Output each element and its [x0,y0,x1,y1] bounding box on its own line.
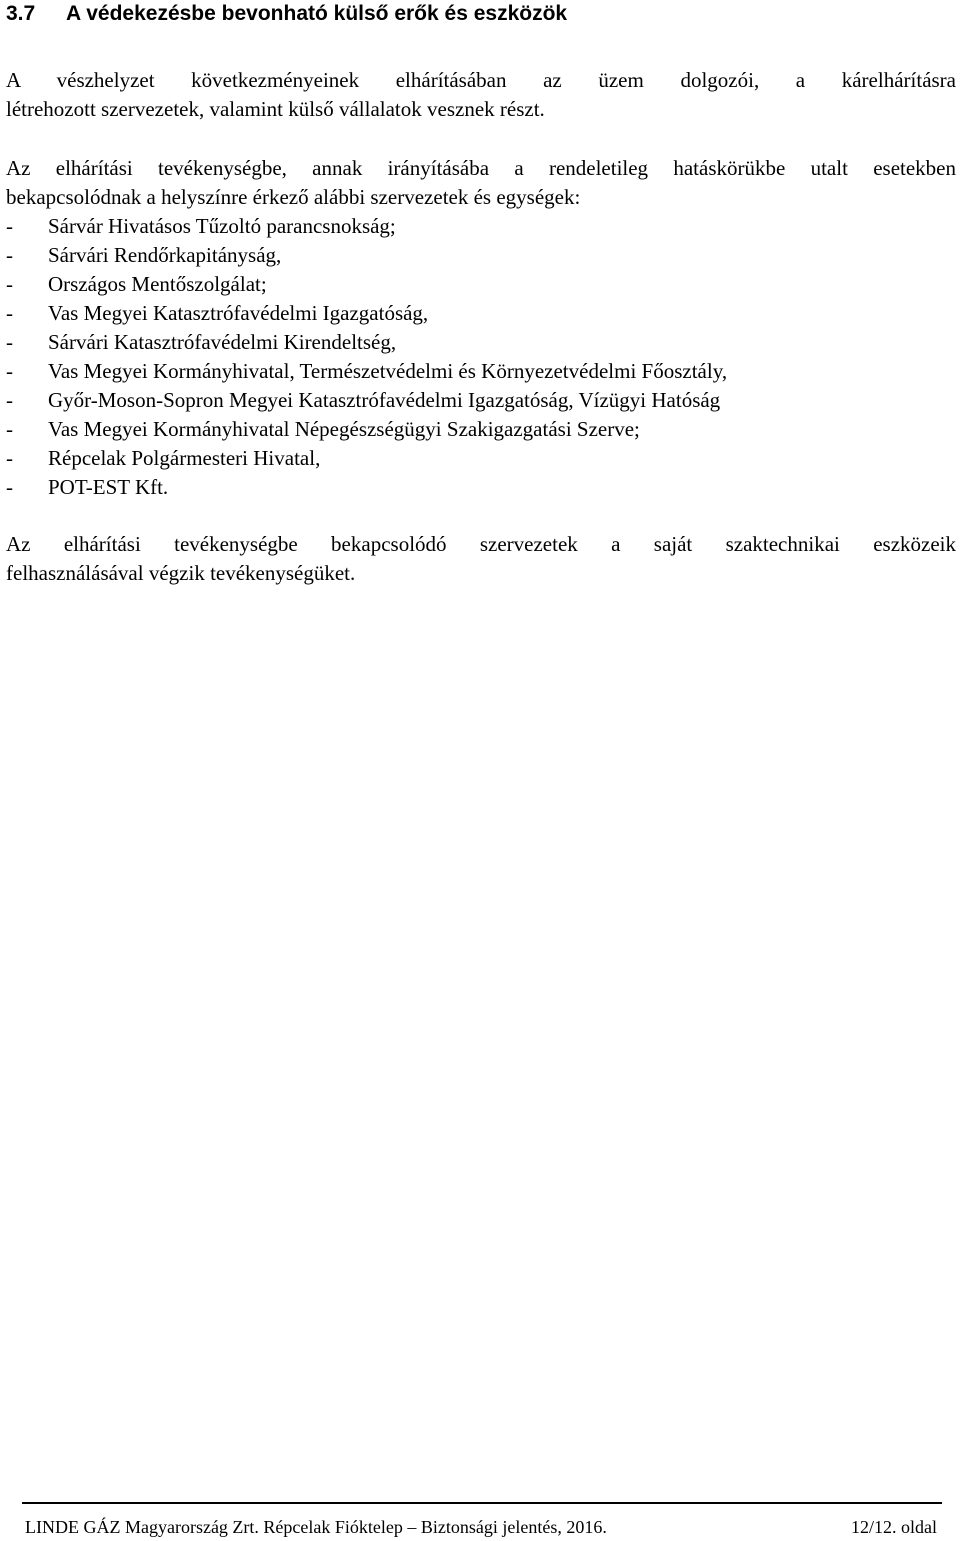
list-item [6,444,956,473]
footer-document-title: LINDE GÁZ Magyarország Zrt. Répcelak Fióktelep – Biztonsági jelentés, 2016. [25,1517,607,1537]
list-item [6,357,956,386]
list-item [6,212,956,241]
paragraph-line: létrehozott szervezetek, valamint külső vállalatok vesznek részt. [6,97,545,121]
paragraph-line: Az elhárítási tevékenységbe bekapcsolódó szervezetek a saját szaktechnikai eszközeik [6,532,956,556]
list-item [6,386,956,415]
list-item [6,473,956,502]
paragraph-line: felhasználásával végzik tevékenységüket. [6,561,356,585]
section-title: A védekezésbe bevonható külső erők és eszközök [66,2,568,25]
list-item [6,241,956,270]
list-item [6,270,956,299]
list-bullet: - [6,359,13,383]
footer-divider [22,1502,942,1504]
list-item-text: Sárvár Hivatásos Tűzoltó parancsnokság; [48,214,396,238]
list-bullet: - [6,475,13,499]
list-bullet: - [6,388,13,412]
paragraph-line: Az elhárítási tevékenységbe, annak irányításába a rendeletileg hatáskörükbe utalt esetekben [6,156,956,180]
list-item-text: Vas Megyei Kormányhivatal, Természetvédelmi és Környezetvédelmi Főosztály, [48,359,728,383]
list-bullet: - [6,446,13,470]
list-bullet: - [6,214,13,238]
section-number: 3.7 [6,2,36,25]
list-item-text: Országos Mentőszolgálat; [48,272,267,296]
list-item-text: Sárvári Rendőrkapitányság, [48,243,282,267]
list-item-text: Répcelak Polgármesteri Hivatal, [48,446,321,470]
list-item-text: Vas Megyei Kormányhivatal Népegészségügyi Szakigazgatási Szerve; [48,417,640,441]
paragraph-participants [6,66,956,124]
paragraph-responders-intro [6,154,956,212]
list-bullet: - [6,272,13,296]
page-footer [25,1515,937,1539]
list-item-text: Sárvári Katasztrófavédelmi Kirendeltség, [48,330,397,354]
list-bullet: - [6,417,13,441]
paragraph-equipment [6,530,956,588]
list-item [6,328,956,357]
list-item [6,299,956,328]
list-item [6,415,956,444]
paragraph-line: A vészhelyzet következményeinek elhárításában az üzem dolgozói, a kárelhárításra [6,68,956,92]
organization-list [6,212,956,502]
list-item-text: Győr-Moson-Sopron Megyei Katasztrófavédelmi Igazgatóság, Vízügyi Hatóság [48,388,721,412]
list-item-text: POT-EST Kft. [48,475,169,499]
list-bullet: - [6,301,13,325]
footer-page-number: 12/12. oldal [851,1517,937,1537]
section-heading [6,0,956,28]
list-item-text: Vas Megyei Katasztrófavédelmi Igazgatóság, [48,301,429,325]
list-bullet: - [6,330,13,354]
list-bullet: - [6,243,13,267]
paragraph-line: bekapcsolódnak a helyszínre érkező alábbi szervezetek és egységek: [6,185,581,209]
